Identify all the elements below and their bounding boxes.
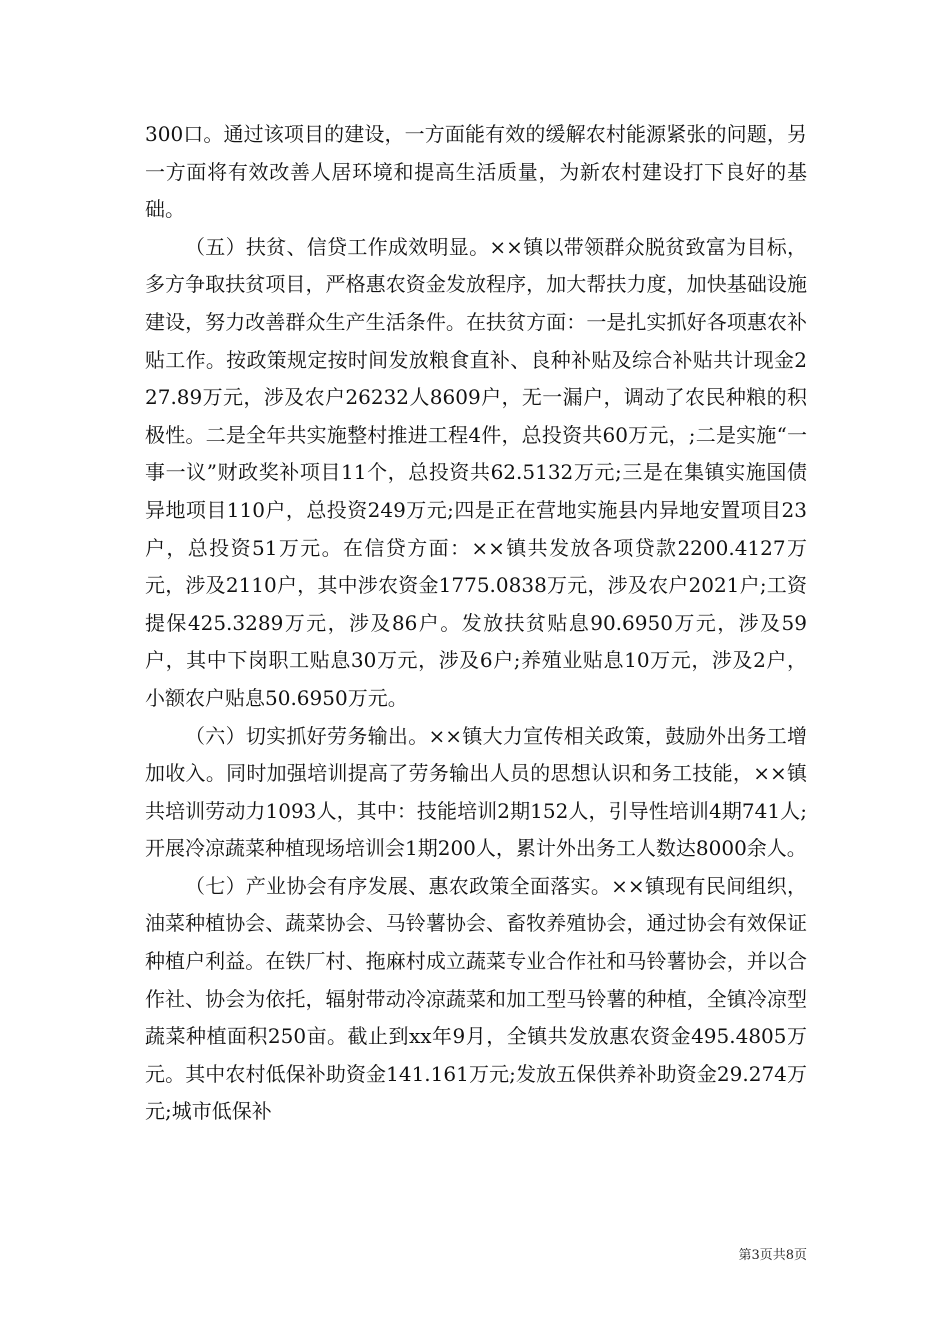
page-number: 第3页共8页 bbox=[738, 1248, 807, 1263]
paragraph-continued: 300口。通过该项目的建设，一方面能有效的缓解农村能源紧张的问题，另一方面将有效改善人居环境和提高生活质量，为新农村建设打下良好的基础。 bbox=[145, 122, 807, 222]
document-body bbox=[145, 116, 807, 1131]
paragraph-section-5: （五）扶贫、信贷工作成效明显。××镇以带领群众脱贫致富为目标，多方争取扶贫项目，严格惠农资金发放程序，加大帮扶力度，加快基础设施建设，努力改善群众生产生活条件。在扶贫方面：一是扎实抓好各项惠农补贴工作。按政策规定按时间发放粮食直补、良种补贴及综合补贴共计现金227.89万元，涉及农户26232人8609户，无一漏户，调动了农民种粮的积极性。二是全年共实施整村推进工程4件，总投资共60万元，;二是实施“一事一议”财政奖补项目11个，总投资共62.5132万元;三是在集镇实施国债异地项目110户，总投资249万元;四是正在营地实施县内异地安置项目23户，总投资51万元。在信贷方面：××镇共发放各项贷款2200.4127万元，涉及2110户，其中涉农资金1775.0838万元，涉及农户2021户;工资提保425.3289万元，涉及86户。发放扶贫贴息90.6950万元，涉及59户，其中下岗职工贴息30万元，涉及6户;养殖业贴息10万元，涉及2户，小额农户贴息50.6950万元。 bbox=[145, 234, 807, 710]
paragraph-section-7: （七）产业协会有序发展、惠农政策全面落实。××镇现有民间组织，油菜种植协会、蔬菜协会、马铃薯协会、畜牧养殖协会，通过协会有效保证种植户利益。在铁厂村、拖麻村成立蔬菜专业合作社和马铃薯协会，并以合作社、协会为依托，辐射带动冷凉蔬菜和加工型马铃薯的种植，全镇冷凉型蔬菜种植面积250亩。截止到xx年9月，全镇共发放惠农资金495.4805万元。其中农村低保补助资金141.161万元;发放五保供养补助资金29.274万元;城市低保补 bbox=[145, 873, 807, 1124]
paragraph-section-6: （六）切实抓好劳务输出。××镇大力宣传相关政策，鼓励外出务工增加收入。同时加强培训提高了劳务输出人员的思想认识和务工技能，××镇共培训劳动力1093人，其中：技能培训2期152人，引导性培训4期741人;开展冷凉蔬菜种植现场培训会1期200人，累计外出务工人数达8000余人。 bbox=[145, 723, 807, 861]
